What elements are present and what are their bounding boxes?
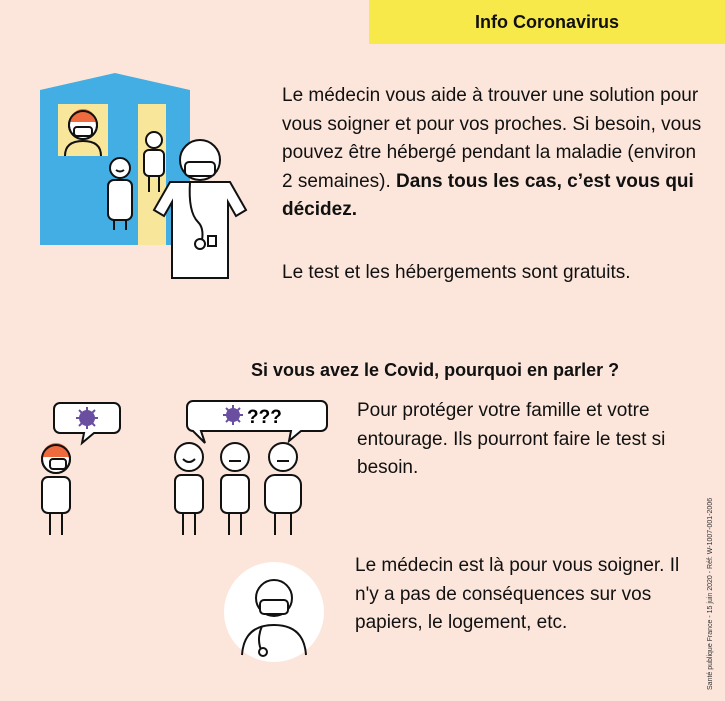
paragraph-doctor-help: Le médecin vous aide à trouver une solution pour vous soigner et pour vos proches. Si besoin, vous pouvez être hébergé pendant la maladie (environ 2 semaines). Dans tous les cas, c’est vous qui décidez. xyxy=(282,85,702,220)
virus-icon xyxy=(223,405,243,425)
sick-person-icon xyxy=(42,443,70,535)
child-icon xyxy=(108,158,132,230)
people-group-illustration xyxy=(165,395,335,555)
house-family-doctor-illustration xyxy=(30,70,290,300)
section-heading: Si vous avez le Covid, pourquoi en parler ? xyxy=(251,360,620,380)
speech-bubble xyxy=(54,403,120,443)
question-marks: ??? xyxy=(247,407,282,428)
people-group-icon xyxy=(175,443,301,535)
sick-person-illustration xyxy=(30,395,150,545)
header-title: Info Coronavirus xyxy=(474,11,619,32)
reference-note: Santé publique France - 15 juin 2020 - Réf: W-1007-001-2006 xyxy=(707,497,714,690)
speech-bubble-question xyxy=(187,401,327,443)
doctor-portrait-illustration xyxy=(222,560,332,670)
paragraph-protect-family: Pour protéger votre famille et votre entourage. Ils pourront faire le test si besoin. xyxy=(357,400,666,478)
doctor-portrait-icon xyxy=(224,562,324,662)
paragraph-doctor-care: Le médecin est là pour vous soigner. Il n'y a pas de conséquences sur vos papiers, le logement, etc. xyxy=(355,555,680,633)
paragraph-free-test: Le test et les hébergements sont gratuits. xyxy=(282,262,631,283)
header-banner xyxy=(369,0,725,44)
virus-icon xyxy=(76,407,98,429)
